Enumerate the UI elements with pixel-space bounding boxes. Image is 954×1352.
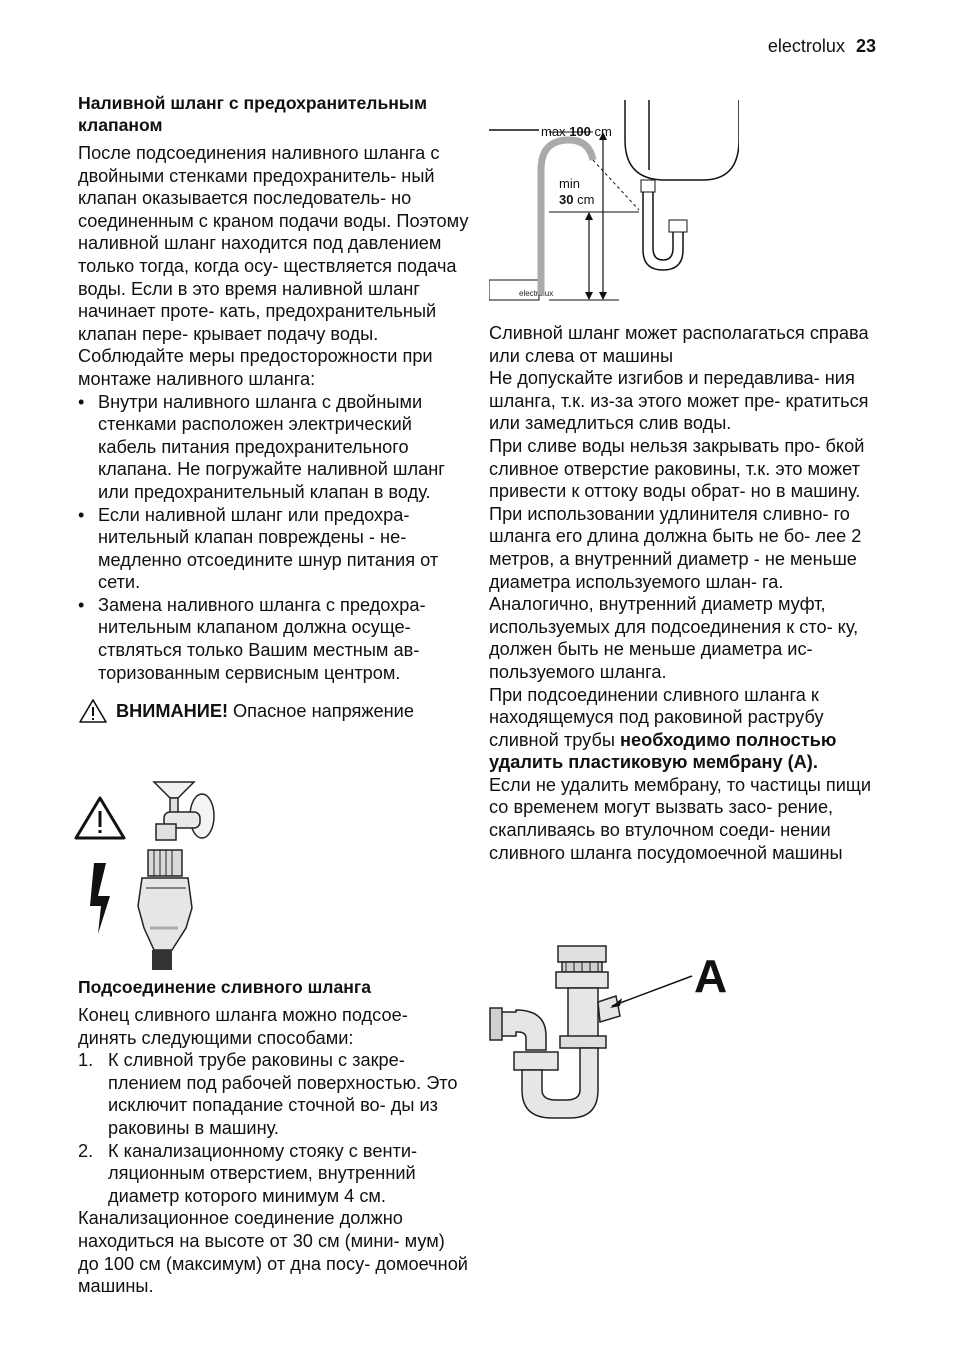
precautions-list [78,391,470,685]
water-tap [154,782,214,840]
min-prefix: min [559,176,580,191]
membrane-instruction: необходимо полностью удалить пластиковую мембрану (A). [489,729,837,773]
page-number: 23 [855,36,876,56]
drain-height-diagram [489,100,739,305]
height-note-paragraph: Канализационное соединение должно находиться на высоте от 30 см (мини- мум) до 100 см (максимум) от дна посу- домоечной машины. [78,1208,468,1297]
inlet-hose-heading: Наливной шланг с предохранительным клапаном [78,93,427,135]
drain-connection-section [78,976,470,1298]
warning-triangle-icon [76,798,124,838]
list-item: • Замена наливного шланга с предохра- нительным клапаном должна осуще- ствляться только Вашим местным ав- торизованным сервисным центром. [78,594,470,684]
min-unit: cm [577,192,595,207]
coupling-paragraph: Аналогично, внутренний диаметр муфт, используемых для подсоединения к сто- ку, должен быть не меньше диаметра ис- пользуемого шланга. [489,594,859,682]
max-label [541,124,612,139]
sink-trap-illustration [486,940,746,1130]
page-header [768,36,876,57]
extension-paragraph: При использовании удлинителя сливно- го шланга его длина должна быть не бо- лее 2 метров, а внутренний диаметр - не меньше диаметра используемого шлан- га. [489,503,862,592]
machine-logo: electrolux [519,289,554,298]
membrane-paragraph: При подсоединении сливного шланга к находящемуся под раковиной раструбу сливной трубы необходимо полностью удалить пластиковую мембрану (A). [489,684,837,773]
no-plug-paragraph: При сливе воды нельзя закрывать про- бкой сливное отверстие раковины, т.к. это может привести к оттоку воды обрат- но в машину. [489,435,865,502]
drain-intro: Конец сливного шланга можно подсое- динять следующими способами: [78,1005,408,1048]
brand-name: electrolux [767,36,845,56]
max-prefix: max [541,124,566,139]
side-inlet-spigot [598,996,620,1022]
warning-text: Опасное напряжение [233,700,414,721]
list-item: 2. К канализационному стояку с венти- ляционным отверстием, внутренний диаметр которого минимум 4 см. [78,1140,418,1206]
clogging-paragraph: Если не удалить мембрану, то частицы пищи со временем могут вызвать засо- рение, скапливаясь во втулочном соеди- нении сливного шланга посудомоечной машины [489,774,872,863]
max-unit: cm [594,124,612,139]
wall-elbow [496,1010,546,1050]
lightning-bolt-icon [90,863,110,934]
precautions-intro: Соблюдайте меры предосторожности при монтаже наливного шланга: [78,346,433,389]
drain-position-paragraph: Сливной шланг может располагаться справа или слева от машины [489,323,869,366]
safety-valve-body [138,878,192,970]
sink-with-trap [625,100,739,270]
list-item: • Если наливной шланг или предохра- нительный клапан повреждены - не- медленно отсоедините шнур питания от сети. [78,504,470,594]
drain-connection-heading: Подсоединение сливного шланга [78,977,371,997]
max-value: 100 [569,124,591,139]
hose-nut [148,850,182,876]
list-item: • Внутри наливного шланга с двойными стенками расположен электрический кабель питания предохранительного клапана. Не погружайте наливной шланг или предохранительный клапан в воду. [78,391,470,504]
list-item: 1. К сливной трубе раковины с закре- плением под рабочей поверхностью. Это исключит попадание сточной во- ды из раковины в машину. [78,1050,458,1138]
no-kinks-paragraph: Не допускайте изгибов и передавлива- ния шланга, т.к. из-за этого может пре- кратиться или замедлиться слив воды. [489,368,869,434]
warning-line [78,698,470,724]
warning-triangle-icon [78,698,108,724]
label-pointer-line [612,976,692,1006]
min-label [559,192,594,207]
right-column [489,322,881,864]
warning-label: ВНИМАНИЕ! [116,700,229,721]
left-column [78,92,470,724]
membrane-label-a: A [694,950,728,1002]
inlet-intro-paragraph: После подсоединения наливного шланга с двойными стенками предохранитель- ный клапан оказывается последователь- но соединенным с краном подачи воды. Поэтому наливной шланг находится под давлением только тогда, когда осу- ществляется подача воды. Если в это время наливной шланг начинает проте- кать, предохранительный клапан пере- крывает подачу воды. [78,143,469,344]
drain-options-list [78,1049,470,1207]
drain-hose [541,140,593,295]
safety-valve-illustration [74,778,234,972]
min-value: 30 [559,192,574,207]
